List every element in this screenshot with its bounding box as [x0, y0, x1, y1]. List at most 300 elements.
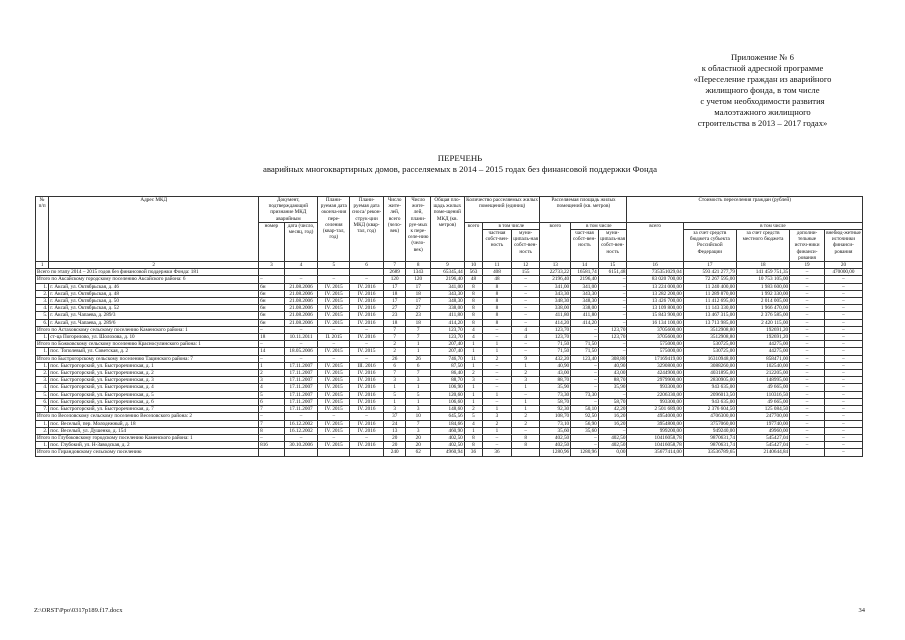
table-cell: – [824, 391, 862, 398]
table-cell: 17 [383, 298, 406, 305]
table-cell: IV. 2016 [350, 319, 384, 326]
table-cell: – [790, 377, 825, 384]
table-row [36, 312, 863, 319]
table-cell: 2 501 689,00 [627, 406, 683, 413]
column-number: 1 [36, 262, 49, 269]
column-number: 14 [571, 262, 599, 269]
table-cell: III. 2016 [350, 362, 384, 369]
table-cell: 1 [483, 427, 512, 434]
table-cell: 4031895,00 [683, 370, 736, 377]
header-doc-number: номер [259, 222, 285, 261]
table-cell: 816 [259, 442, 285, 449]
appendix-line: с учетом необходимости развития [700, 96, 825, 106]
row-address: пос. Веселый, пер. Молодежный, д. 18 [49, 420, 259, 427]
table-cell: 348,30 [571, 298, 599, 305]
table-cell: 4 [511, 326, 540, 333]
table-cell: 4 [259, 384, 285, 391]
row-label: Всего по этапу 2014 – 2015 годов без финансовой поддержки Фонда: 181 [36, 269, 259, 276]
file-path: Z:\ORST\Ppo\0317p189.f17.docx [34, 607, 123, 614]
table-cell: 18 [383, 319, 406, 326]
table-cell: – [790, 398, 825, 405]
table-row [36, 362, 863, 369]
table-cell: – [824, 319, 862, 326]
table-cell: 5 [259, 391, 285, 398]
table-cell: – [790, 326, 825, 333]
table-cell: 5 [406, 391, 431, 398]
table-cell: 1 [464, 427, 482, 434]
row-label: Итого по Глубоковскому городскому поселению Каменского района: 1 [36, 434, 259, 441]
table-cell: 20 [383, 434, 406, 441]
table-cell: – [350, 355, 384, 362]
table-cell: – [790, 305, 825, 312]
table-cell: 8 [464, 434, 482, 441]
header-cost-including: в том числе [683, 222, 862, 229]
column-number: 3 [259, 262, 285, 269]
table-cell: 7 [406, 334, 431, 341]
row-address: пос. Веселый, ул. Душенко, д. 154 [49, 427, 259, 434]
table-cell: 8 [464, 290, 482, 297]
table-cell: 43,00 [540, 370, 571, 377]
row-number: 6. [36, 319, 49, 326]
table-cell: 1 [483, 341, 512, 348]
table-cell: 62 [406, 449, 431, 456]
table-cell: 2 [483, 355, 512, 362]
table-cell: 120,60 [430, 391, 464, 398]
table-cell: 17 [406, 283, 431, 290]
table-cell: – [824, 434, 862, 441]
table-cell: 88,70 [540, 377, 571, 384]
row-number: 1. [36, 334, 49, 341]
table-row [36, 319, 863, 326]
table-cell: 13 282 200,00 [627, 290, 683, 297]
table-cell: 575000,00 [627, 348, 683, 355]
table-cell: IV. 2015 [318, 283, 350, 290]
table-cell: – [511, 427, 540, 434]
row-address: пос. Быстрогорский, ул. Быстроречинская, д. 4 [49, 384, 259, 391]
table-cell: 341,00 [571, 283, 599, 290]
table-row [36, 406, 863, 413]
table-header [36, 197, 863, 269]
table-cell: 11 289 870,00 [683, 290, 736, 297]
table-cell: – [790, 319, 825, 326]
table-cell: – [318, 276, 350, 283]
table-cell: 17.11.2007 [284, 370, 318, 377]
table-cell: 207,40 [430, 341, 464, 348]
table-cell: 23 [406, 312, 431, 319]
table-cell [511, 449, 540, 456]
table-cell: IV. 2016 [350, 420, 384, 427]
table-cell: – [284, 326, 318, 333]
header-area-private: част-ная собст-вен-ность [571, 230, 599, 262]
table-cell: – [511, 391, 540, 398]
table-cell: IV. 2015 [318, 370, 350, 377]
table-cell: – [598, 319, 627, 326]
table-cell: – [350, 341, 384, 348]
table-cell: 11 240 400,00 [683, 283, 736, 290]
table-cell: 18 [406, 290, 431, 297]
table-cell: 4 [511, 334, 540, 341]
table-cell: IV. 2016 [350, 427, 384, 434]
table-cell: 11 143 330,00 [683, 305, 736, 312]
table-cell: 16 134 100,00 [627, 319, 683, 326]
table-cell: 3954800,00 [627, 420, 683, 427]
table-cell: 545427,04 [736, 434, 789, 441]
table-cell: 341,00 [540, 283, 571, 290]
table-cell: 3 [464, 377, 482, 384]
table-cell: 43,00 [598, 370, 627, 377]
table-cell: 2196,40 [430, 276, 464, 283]
table-total-row [36, 355, 863, 362]
table-row [36, 334, 863, 341]
header-total-area: Общая пло-щадь жилых поме-щений МКД (кв. метров) [430, 197, 464, 262]
appendix-line: к областной адресной программе [701, 63, 824, 73]
table-cell: – [483, 334, 512, 341]
table-cell: 16310948,00 [683, 355, 736, 362]
table-cell: 49 665,00 [736, 384, 789, 391]
table-cell: 5 [383, 391, 406, 398]
table-cell: – [483, 377, 512, 384]
table-cell: – [824, 377, 862, 384]
table-cell: – [790, 298, 825, 305]
table-cell: – [824, 384, 862, 391]
table-cell: 411,80 [571, 312, 599, 319]
column-number: 7 [383, 262, 406, 269]
table-cell: 2096013,50 [683, 391, 736, 398]
table-cell: 308,80 [598, 355, 627, 362]
table-cell: 13 109 800,00 [627, 305, 683, 312]
table-cell: 0,00 [598, 449, 627, 456]
table-cell: 17 [383, 283, 406, 290]
table-cell: 2 [511, 370, 540, 377]
header-area-municipal: муни-ципаль-ная собст-вен-ность [598, 230, 627, 262]
row-address: г. Аксай, ул. Чапаева, д. 289/6 [49, 319, 259, 326]
table-cell: 1 [511, 362, 540, 369]
column-number: 8 [406, 262, 431, 269]
header-cost-total: всего [627, 222, 683, 261]
table-cell: 3 [383, 406, 406, 413]
table-cell: 1 [464, 362, 482, 369]
table-cell: 999200,00 [627, 427, 683, 434]
table-cell: 44275,00 [736, 341, 789, 348]
table-cell: 411,80 [430, 312, 464, 319]
table-cell: – [790, 312, 825, 319]
table-cell: – [318, 434, 350, 441]
row-number: 1. [36, 442, 49, 449]
table-cell: 27 [383, 305, 406, 312]
table-cell: – [790, 355, 825, 362]
row-label: Итого по Аксайскому городскому поселению Аксайского района: 6 [36, 276, 259, 283]
row-number: 1. [36, 283, 49, 290]
table-cell: – [318, 355, 350, 362]
table-cell: IV. 2016 [350, 334, 384, 341]
header-area-including: в том числе [571, 222, 627, 229]
table-cell: 6 [259, 398, 285, 405]
row-address: г. Аксай, ул. Октябрьская, д. 50 [49, 298, 259, 305]
table-cell: – [598, 305, 627, 312]
table-total-row [36, 269, 863, 276]
table-cell: – [790, 384, 825, 391]
header-demolish-date: Плани-руемая дата сноса/ рекон-струк-ции МКД (квар-тал, год) [350, 197, 384, 262]
header-resettle-date: Плани-руемая дата оконча-ния пере-селения (квар-тал, год) [318, 197, 350, 262]
table-cell: 3 [383, 377, 406, 384]
table-cell: 10416058,78 [627, 442, 683, 449]
table-cell [259, 269, 285, 276]
table-cell: 123,70 [540, 334, 571, 341]
table-cell: 4244900,00 [627, 370, 683, 377]
table-cell: 8 [464, 319, 482, 326]
header-number: № п/п [36, 197, 49, 262]
table-cell: 8 [483, 319, 512, 326]
table-cell: 141 459 751,35 [736, 269, 789, 276]
header-residents-total: Число жите-лей, всего (чело-век) [383, 197, 406, 262]
table-cell: 17 [406, 298, 431, 305]
table-cell: – [598, 391, 627, 398]
table-cell: 2979900,00 [627, 377, 683, 384]
table-cell: 35,90 [540, 384, 571, 391]
table-cell: – [790, 276, 825, 283]
table-cell: 33536789,65 [683, 449, 736, 456]
table-cell: IV. 2015 [318, 362, 350, 369]
table-cell: 2 [464, 406, 482, 413]
table-cell: 3290800,00 [627, 362, 683, 369]
table-row [36, 420, 863, 427]
table-cell: 530725,00 [683, 348, 736, 355]
table-cell: 8 [464, 298, 482, 305]
table-cell: 106,90 [430, 384, 464, 391]
table-cell: – [571, 334, 599, 341]
table-row [36, 298, 863, 305]
table-cell: 943 635,00 [683, 398, 736, 405]
table-cell: 71,50 [540, 341, 571, 348]
row-number: 3. [36, 377, 49, 384]
table-cell: – [284, 341, 318, 348]
table-cell: 73,30 [571, 391, 599, 398]
table-cell: 348,30 [540, 298, 571, 305]
table-cell: – [598, 283, 627, 290]
table-cell: 1280,96 [571, 449, 599, 456]
table-cell: 1 983 600,00 [736, 283, 789, 290]
table-cell: – [598, 427, 627, 434]
table-cell: – [511, 341, 540, 348]
table-cell: 348,30 [430, 298, 464, 305]
table-cell: 4 [464, 420, 482, 427]
row-number: 5. [36, 312, 49, 319]
table-cell: 6 [383, 362, 406, 369]
table-cell: – [483, 370, 512, 377]
row-label: Итого по Астаховскому сельскому поселению Каменского района: 1 [36, 326, 259, 333]
table-cell: 341,00 [430, 283, 464, 290]
appendix-note [650, 52, 875, 129]
row-number: 3. [36, 298, 49, 305]
table-cell: – [790, 269, 825, 276]
table-cell: – [284, 276, 318, 283]
table-cell: – [790, 413, 825, 420]
table-row [36, 398, 863, 405]
table-cell [284, 269, 318, 276]
row-number: 2. [36, 427, 49, 434]
appendix-line: «Переселение граждан из аварийного [693, 74, 832, 84]
table-cell: 110316,50 [736, 391, 789, 398]
table-cell: 432,20 [540, 355, 571, 362]
table-cell: 645,56 [430, 413, 464, 420]
table-cell: 1 [483, 348, 512, 355]
table-cell: 13 467 315,00 [683, 312, 736, 319]
table-cell: 3757060,00 [683, 420, 736, 427]
row-address: пос. Быстрогорский, ул. Быстроречинская, д. 1 [49, 362, 259, 369]
row-address: пос. Тополевый, ул. Советская, д. 2 [49, 348, 259, 355]
table-cell: 13 426 700,00 [627, 298, 683, 305]
table-cell: 10 [406, 413, 431, 420]
table-cell: 7 [406, 326, 431, 333]
table-cell: – [571, 434, 599, 441]
table-total-row [36, 276, 863, 283]
table-cell: – [790, 442, 825, 449]
table-cell: 6 [406, 362, 431, 369]
table-cell: 36 [483, 449, 512, 456]
table-row [36, 384, 863, 391]
table-cell: 1 [464, 341, 482, 348]
table-cell: 4 [464, 326, 482, 333]
table-row [36, 305, 863, 312]
table-cell: 35,60 [540, 427, 571, 434]
table-cell: 125 084,50 [736, 406, 789, 413]
table-cell: 8 [483, 283, 512, 290]
table-cell: IV. 2016 [350, 377, 384, 384]
table-cell: 22733,22 [540, 269, 571, 276]
table-cell: – [824, 406, 862, 413]
table-total-row [36, 341, 863, 348]
table-cell: 8 [483, 312, 512, 319]
column-number: 20 [824, 262, 862, 269]
table-cell: IV. 2016 [350, 406, 384, 413]
table-cell: – [824, 348, 862, 355]
table-cell: 123,40 [571, 355, 599, 362]
header-residents-planned: Число жите-лей, плани-руе-мых к пере-селе-нию (чело-век) [406, 197, 431, 262]
table-cell: – [790, 420, 825, 427]
table-cell: 27 [406, 305, 431, 312]
table-cell: 338,00 [540, 305, 571, 312]
table-cell: 1 [383, 398, 406, 405]
table-cell: – [511, 312, 540, 319]
table-cell: 8 [259, 427, 285, 434]
table-cell [259, 449, 285, 456]
table-cell: 943 635,00 [683, 384, 736, 391]
table-cell: 402,50 [540, 442, 571, 449]
table-cell: – [598, 312, 627, 319]
table-cell: 71,50 [571, 348, 599, 355]
table-cell: 1 [483, 406, 512, 413]
table-cell: 73,30 [540, 391, 571, 398]
row-number: 2. [36, 370, 49, 377]
table-cell: – [259, 355, 285, 362]
table-cell: – [824, 370, 862, 377]
table-cell: 338,00 [571, 305, 599, 312]
table-cell: – [571, 370, 599, 377]
table-cell: – [824, 427, 862, 434]
table-cell: – [790, 290, 825, 297]
table-cell: 247700,00 [736, 413, 789, 420]
row-address: пос. Быстрогорский, ул. Быстроречинская, д. 5 [49, 391, 259, 398]
table-total-row [36, 434, 863, 441]
table-cell: 16.12.2002 [284, 427, 318, 434]
table-cell: 1 [483, 391, 512, 398]
table-cell: 23 [383, 312, 406, 319]
table-cell: 6н [259, 298, 285, 305]
table-cell: 17169419,00 [627, 355, 683, 362]
row-address: пос. Быстрогорский, ул. Быстроречинская, д. 3 [49, 377, 259, 384]
table-cell: – [318, 326, 350, 333]
table-cell: – [318, 341, 350, 348]
table-cell: 3 [259, 377, 285, 384]
table-cell: 6н [259, 305, 285, 312]
table-cell: 21.08.2006 [284, 319, 318, 326]
table-cell: 2 376 604,50 [683, 406, 736, 413]
table-cell: 2 [383, 341, 406, 348]
table-cell: 10 753 105,00 [736, 276, 789, 283]
table-cell: 1 [259, 362, 285, 369]
table-cell: 148995,00 [736, 377, 789, 384]
row-address: пос. Быстрогорский, ул. Быстроречинская, д. 6 [49, 398, 259, 405]
column-number: 10 [464, 262, 482, 269]
table-cell: 17.11.2007 [284, 362, 318, 369]
table-cell: 414,20 [540, 319, 571, 326]
table-total-row [36, 326, 863, 333]
header-count-private: частная собст-вен-ность [483, 230, 512, 262]
table-cell: 2 014 005,00 [736, 298, 789, 305]
table-cell: IV. 2015 [318, 398, 350, 405]
row-number: 4. [36, 305, 49, 312]
table-cell: 7 [383, 370, 406, 377]
table-cell [318, 449, 350, 456]
table-cell: 7 [406, 420, 431, 427]
table-cell: – [824, 442, 862, 449]
table-row [36, 283, 863, 290]
header-cost-additional: дополни-тельные источ-ники финанси-рования [790, 230, 825, 262]
row-address: г. Аксай, ул. Октябрьская, д. 52 [49, 305, 259, 312]
table-row [36, 427, 863, 434]
row-address: пос. Быстрогорский, ул. Быстроречинская, д. 7 [49, 406, 259, 413]
table-row [36, 348, 863, 355]
table-cell: – [259, 276, 285, 283]
row-address: ст-ца Погорелово, ул. Шолохова, д. 10 [49, 334, 259, 341]
column-number: 4 [284, 262, 318, 269]
table-cell: IV. 2016 [350, 290, 384, 297]
table-cell: 8 [464, 442, 482, 449]
table-cell: 58,70 [598, 398, 627, 405]
table-cell: 4 [464, 334, 482, 341]
table-cell: 6н [259, 312, 285, 319]
table-cell: 993300,00 [627, 398, 683, 405]
table-cell: 192691,20 [736, 334, 789, 341]
table-cell: – [824, 355, 862, 362]
header-doc-date: дата (число, месяц, год) [284, 222, 318, 261]
table-cell: – [790, 427, 825, 434]
table-cell: 1 [406, 348, 431, 355]
table-cell: – [824, 334, 862, 341]
table-cell: 73,10 [540, 420, 571, 427]
table-cell: 71,50 [571, 341, 599, 348]
table-cell: 48 [483, 276, 512, 283]
table-cell: 50,10 [571, 406, 599, 413]
table-cell: 86,40 [430, 370, 464, 377]
header-cost-regional: за счет средств бюджета субъекта Российской Федерации [683, 230, 736, 262]
table-cell: 2 376 585,00 [736, 312, 789, 319]
column-number: 18 [736, 262, 789, 269]
table-cell: IV. 2015 [318, 319, 350, 326]
appendix-line: Приложение № 6 [731, 52, 794, 62]
table-cell [284, 449, 318, 456]
table-cell: IV. 2015 [318, 348, 350, 355]
